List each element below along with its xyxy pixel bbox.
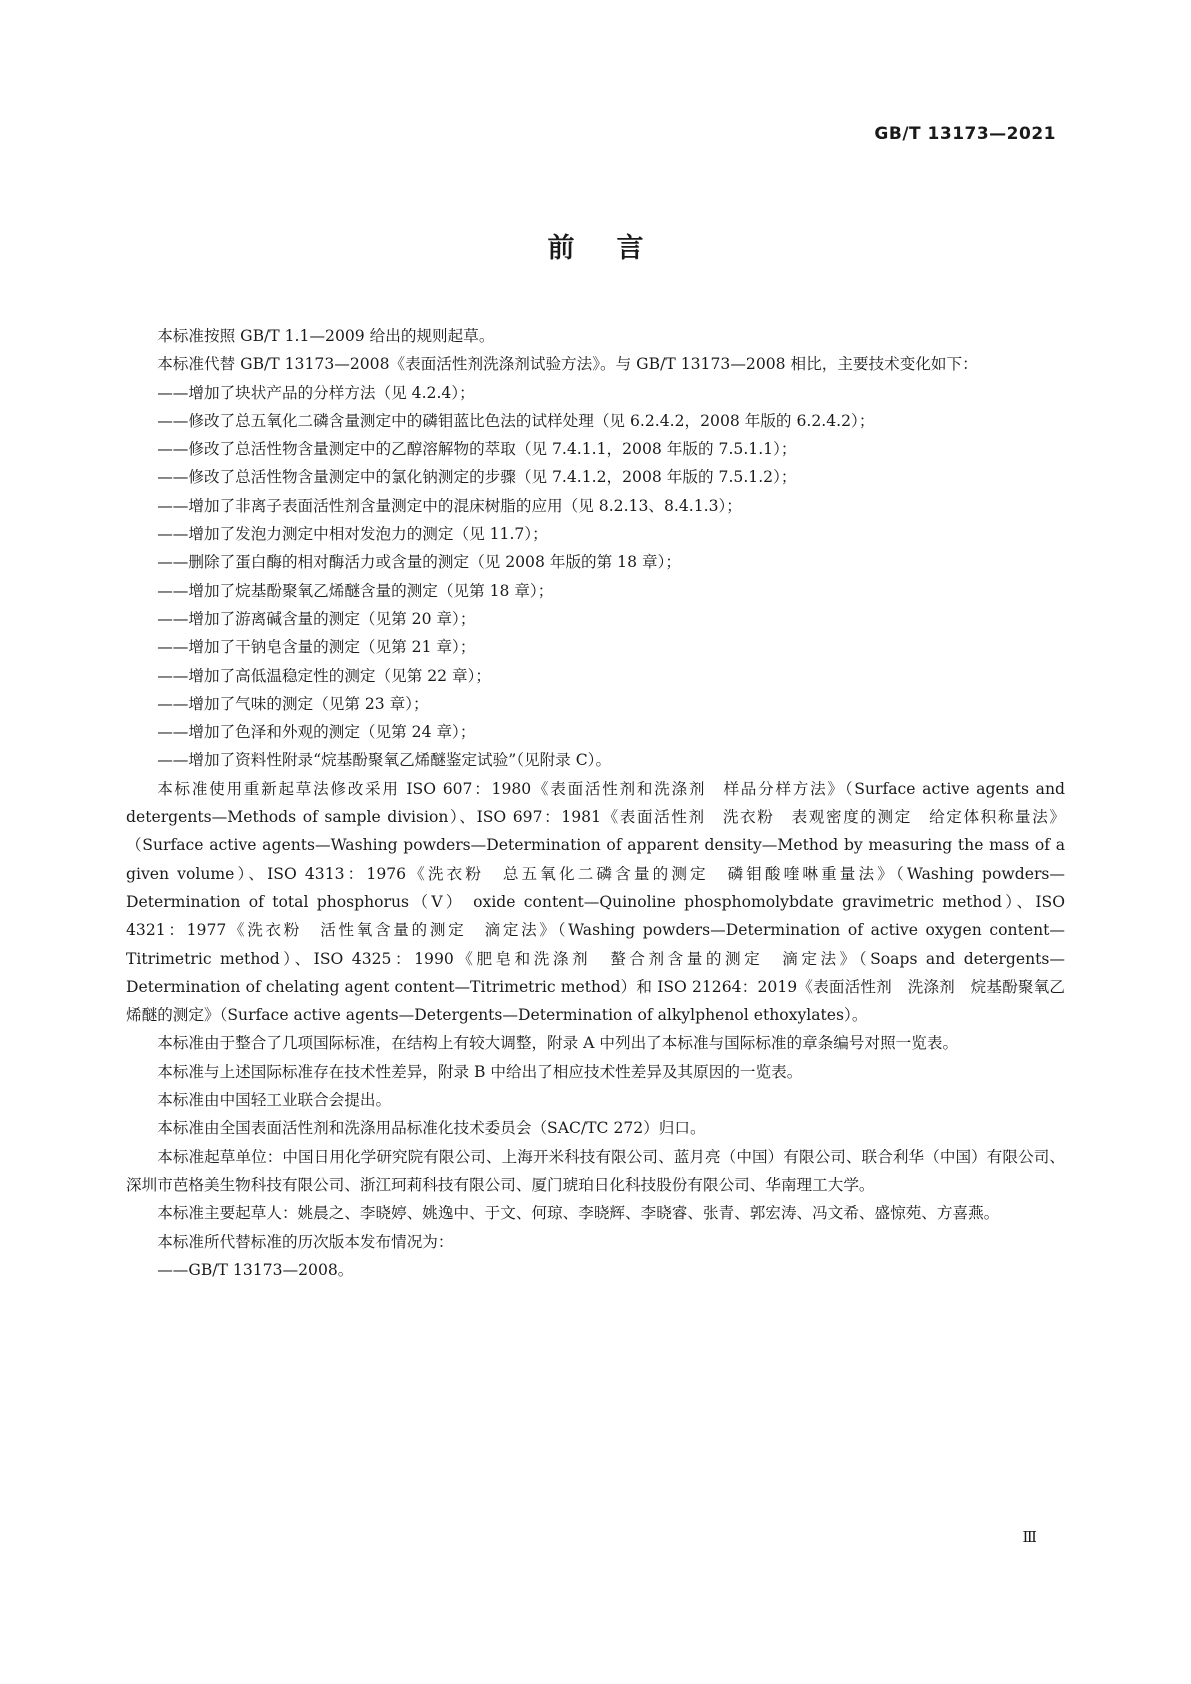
paragraph-history: 本标准所代替标准的历次版本发布情况为： bbox=[157, 1232, 454, 1251]
change-item: ——增加了非离子表面活性剂含量测定中的混床树脂的应用（见 8.2.13、8.4.1.3）； bbox=[157, 496, 742, 515]
page-title: 前言 bbox=[547, 233, 686, 264]
paragraph-drafting-rules: 本标准按照 GB/T 1.1—2009 给出的规则起草。 bbox=[157, 327, 495, 345]
paragraph-structure: 本标准由于整合了几项国际标准，在结构上有较大调整，附录 A 中列出了本标准与国际标准的章条编号对照一览表。 bbox=[157, 1034, 959, 1053]
standard-code: GB/T 13173—2021 bbox=[874, 124, 1056, 144]
paragraph-drafting-units: 本标准起草单位：中国日用化学研究院有限公司、上海开米科技有限公司、蓝月亮（中国）有限公司、联合利华（中国）有限公司、深圳市芭格美生物科技有限公司、浙江珂莉科技有限公司、厦门琥珀日化科技股份有限公司、华南理工大学。 bbox=[126, 1147, 1065, 1194]
paragraph-technical-differences: 本标准与上述国际标准存在技术性差异，附录 B 中给出了相应技术性差异及其原因的一览表。 bbox=[157, 1062, 803, 1081]
paragraph-replacement: 本标准代替 GB/T 13173—2008《表面活性剂洗涤剂试验方法》。与 GB/T 13173—2008 相比，主要技术变化如下： bbox=[157, 355, 978, 374]
change-item: ——增加了块状产品的分样方法（见 4.2.4）； bbox=[157, 383, 475, 402]
page-number: Ⅲ bbox=[1022, 1528, 1037, 1546]
change-item: ——修改了总五氧化二磷含量测定中的磷钼蓝比色法的试样处理（见 6.2.4.2，2008 年版的 6.2.4.2）； bbox=[157, 411, 875, 430]
change-item: ——增加了发泡力测定中相对发泡力的测定（见 11.7）； bbox=[157, 525, 548, 544]
change-item: ——增加了资料性附录“烷基酚聚氧乙烯醚鉴定试验”（见附录 C）。 bbox=[157, 751, 612, 770]
change-item: ——增加了游离碱含量的测定（见第 20 章）； bbox=[157, 609, 476, 628]
change-item: ——增加了干钠皂含量的测定（见第 21 章）； bbox=[157, 638, 476, 657]
paragraph-proposer: 本标准由中国轻工业联合会提出。 bbox=[157, 1091, 392, 1110]
change-item: ——修改了总活性物含量测定中的氯化钠测定的步骤（见 7.4.1.2，2008 年版的 7.5.1.2）； bbox=[157, 468, 797, 487]
change-item: ——增加了气味的测定（见第 23 章）； bbox=[157, 694, 429, 713]
paragraph-iso-adoption: 本标准使用重新起草法修改采用 ISO 607：1980《表面活性剂和洗涤剂 样品分样方法》（Surface active agents and detergents—Methods of sample division）、ISO 697：1981《表面活性剂 洗衣粉 表观密度的测定 给定体积称量法》（Surface active agents—Washing powders—Determination of apparent density—Method by measuring the mass of a given volume）、ISO 4313：1976《洗衣粉 总五氧化二磷含量的测定 磷钼酸喹啉重量法》（Washing powders—Determination of total phosphorus（V） oxide content—Quinoline phosphomolybdate gravimetric method）、ISO 4321：1977《洗衣粉 活性氧含量的测定 滴定法》（Washing powders—Determination of active oxygen content—Titrimetric method）、ISO 4325：1990《肥皂和洗涤剂 螯合剂含量的测定 滴定法》（Soaps and detergents—Determination of chelating agent content—Titrimetric method）和 ISO 21264：2019《表面活性剂 洗涤剂 烷基酚聚氧乙烯醚的测定》（Surface active agents—Detergents—Determination of alkylphenol ethoxylates）。 bbox=[126, 779, 1065, 1025]
change-item: ——删除了蛋白酶的相对酶活力或含量的测定（见 2008 年版的第 18 章）； bbox=[157, 553, 681, 572]
change-item: ——增加了色泽和外观的测定（见第 24 章）； bbox=[157, 723, 476, 742]
change-item: ——增加了烷基酚聚氧乙烯醚含量的测定（见第 18 章）； bbox=[157, 581, 554, 600]
change-item: ——修改了总活性物含量测定中的乙醇溶解物的萃取（见 7.4.1.1，2008 年版的 7.5.1.1）； bbox=[157, 440, 797, 459]
change-item: ——增加了高低温稳定性的测定（见第 22 章）； bbox=[157, 666, 492, 685]
document-body bbox=[126, 322, 1065, 1284]
paragraph-drafters: 本标准主要起草人：姚晨之、李晓婷、姚逸中、于文、何琼、李晓辉、李晓睿、张青、郭宏涛、冯文希、盛惊苑、方喜燕。 bbox=[157, 1204, 1000, 1223]
paragraph-committee: 本标准由全国表面活性剂和洗涤用品标准化技术委员会（SAC/TC 272）归口。 bbox=[157, 1119, 706, 1138]
history-item: ——GB/T 13173—2008。 bbox=[157, 1260, 354, 1279]
